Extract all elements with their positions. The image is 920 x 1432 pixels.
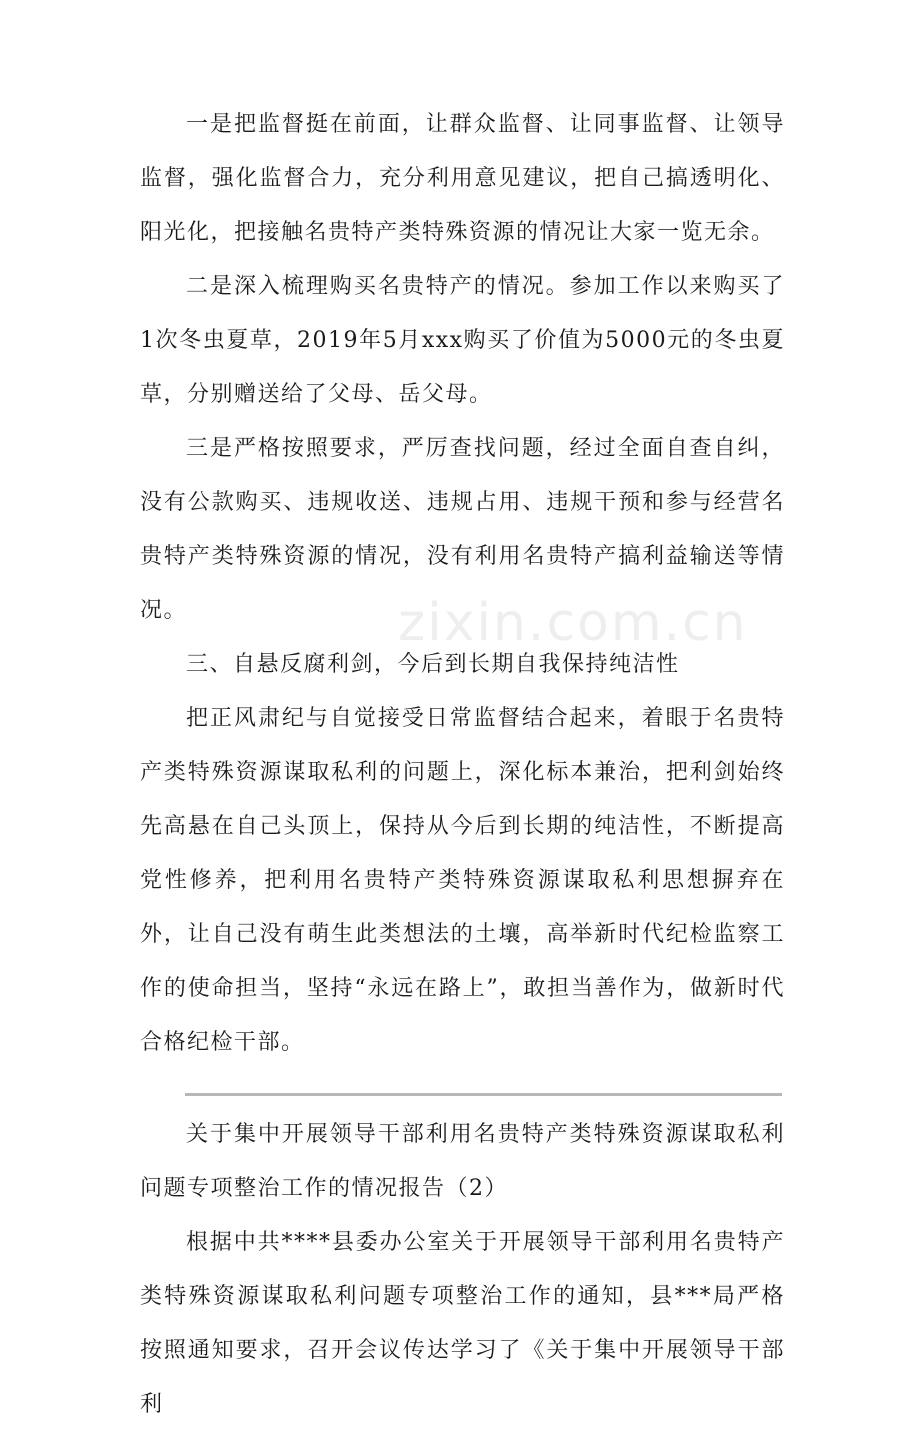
paragraph-report-intro: 根据中共****县委办公室关于开展领导干部利用名贵特产类特殊资源谋取私利问题专项整治工作的通知，县***局严格按照通知要求，召开会议传达学习了《关于集中开展领导干部利 (140, 1230, 785, 1417)
paragraph-self-inspection: 三是严格按照要求，严厉查找问题，经过全面自查自纠，没有公款购买、违规收送、违规占用、违规干预和参与经营名贵特产类特殊资源的情况，没有利用名贵特产搞利益输送等情况。 (140, 436, 785, 623)
paragraph-purchase-review: 二是深入梳理购买名贵特产的情况。参加工作以来购买了1次冬虫夏草，2019年5月xxx购买了价值为5000元的冬虫夏草，分别赠送给了父母、岳父母。 (140, 274, 785, 407)
section-divider (185, 1093, 782, 1096)
watermark-text: zixin.com.cn (398, 593, 748, 653)
paragraph-supervision: 一是把监督挺在前面，让群众监督、让同事监督、让领导监督，强化监督合力，充分利用意见建议，把自己搞透明化、阳光化，把接触名贵特产类特殊资源的情况让大家一览无余。 (140, 112, 785, 245)
document-page (140, 98, 785, 1432)
section-heading-three: 三、自悬反腐利剑，今后到长期自我保持纯洁性 (186, 652, 680, 677)
report-title: 关于集中开展领导干部利用名贵特产类特殊资源谋取私利问题专项整治工作的情况报告（2） (140, 1122, 785, 1201)
paragraph-discipline: 把正风肃纪与自觉接受日常监督结合起来，着眼于名贵特产类特殊资源谋取私利的问题上，深化标本兼治，把利剑始终先高悬在自己头顶上，保持从今后到长期的纯洁性，不断提高党性修养，把利用名贵特产类特殊资源谋取私利思想摒弃在外，让自己没有萌生此类想法的土壤，高举新时代纪检监察工作的使命担当，坚持“永远在路上”，敢担当善作为，做新时代合格纪检干部。 (140, 706, 785, 1055)
report-block (140, 1108, 785, 1432)
